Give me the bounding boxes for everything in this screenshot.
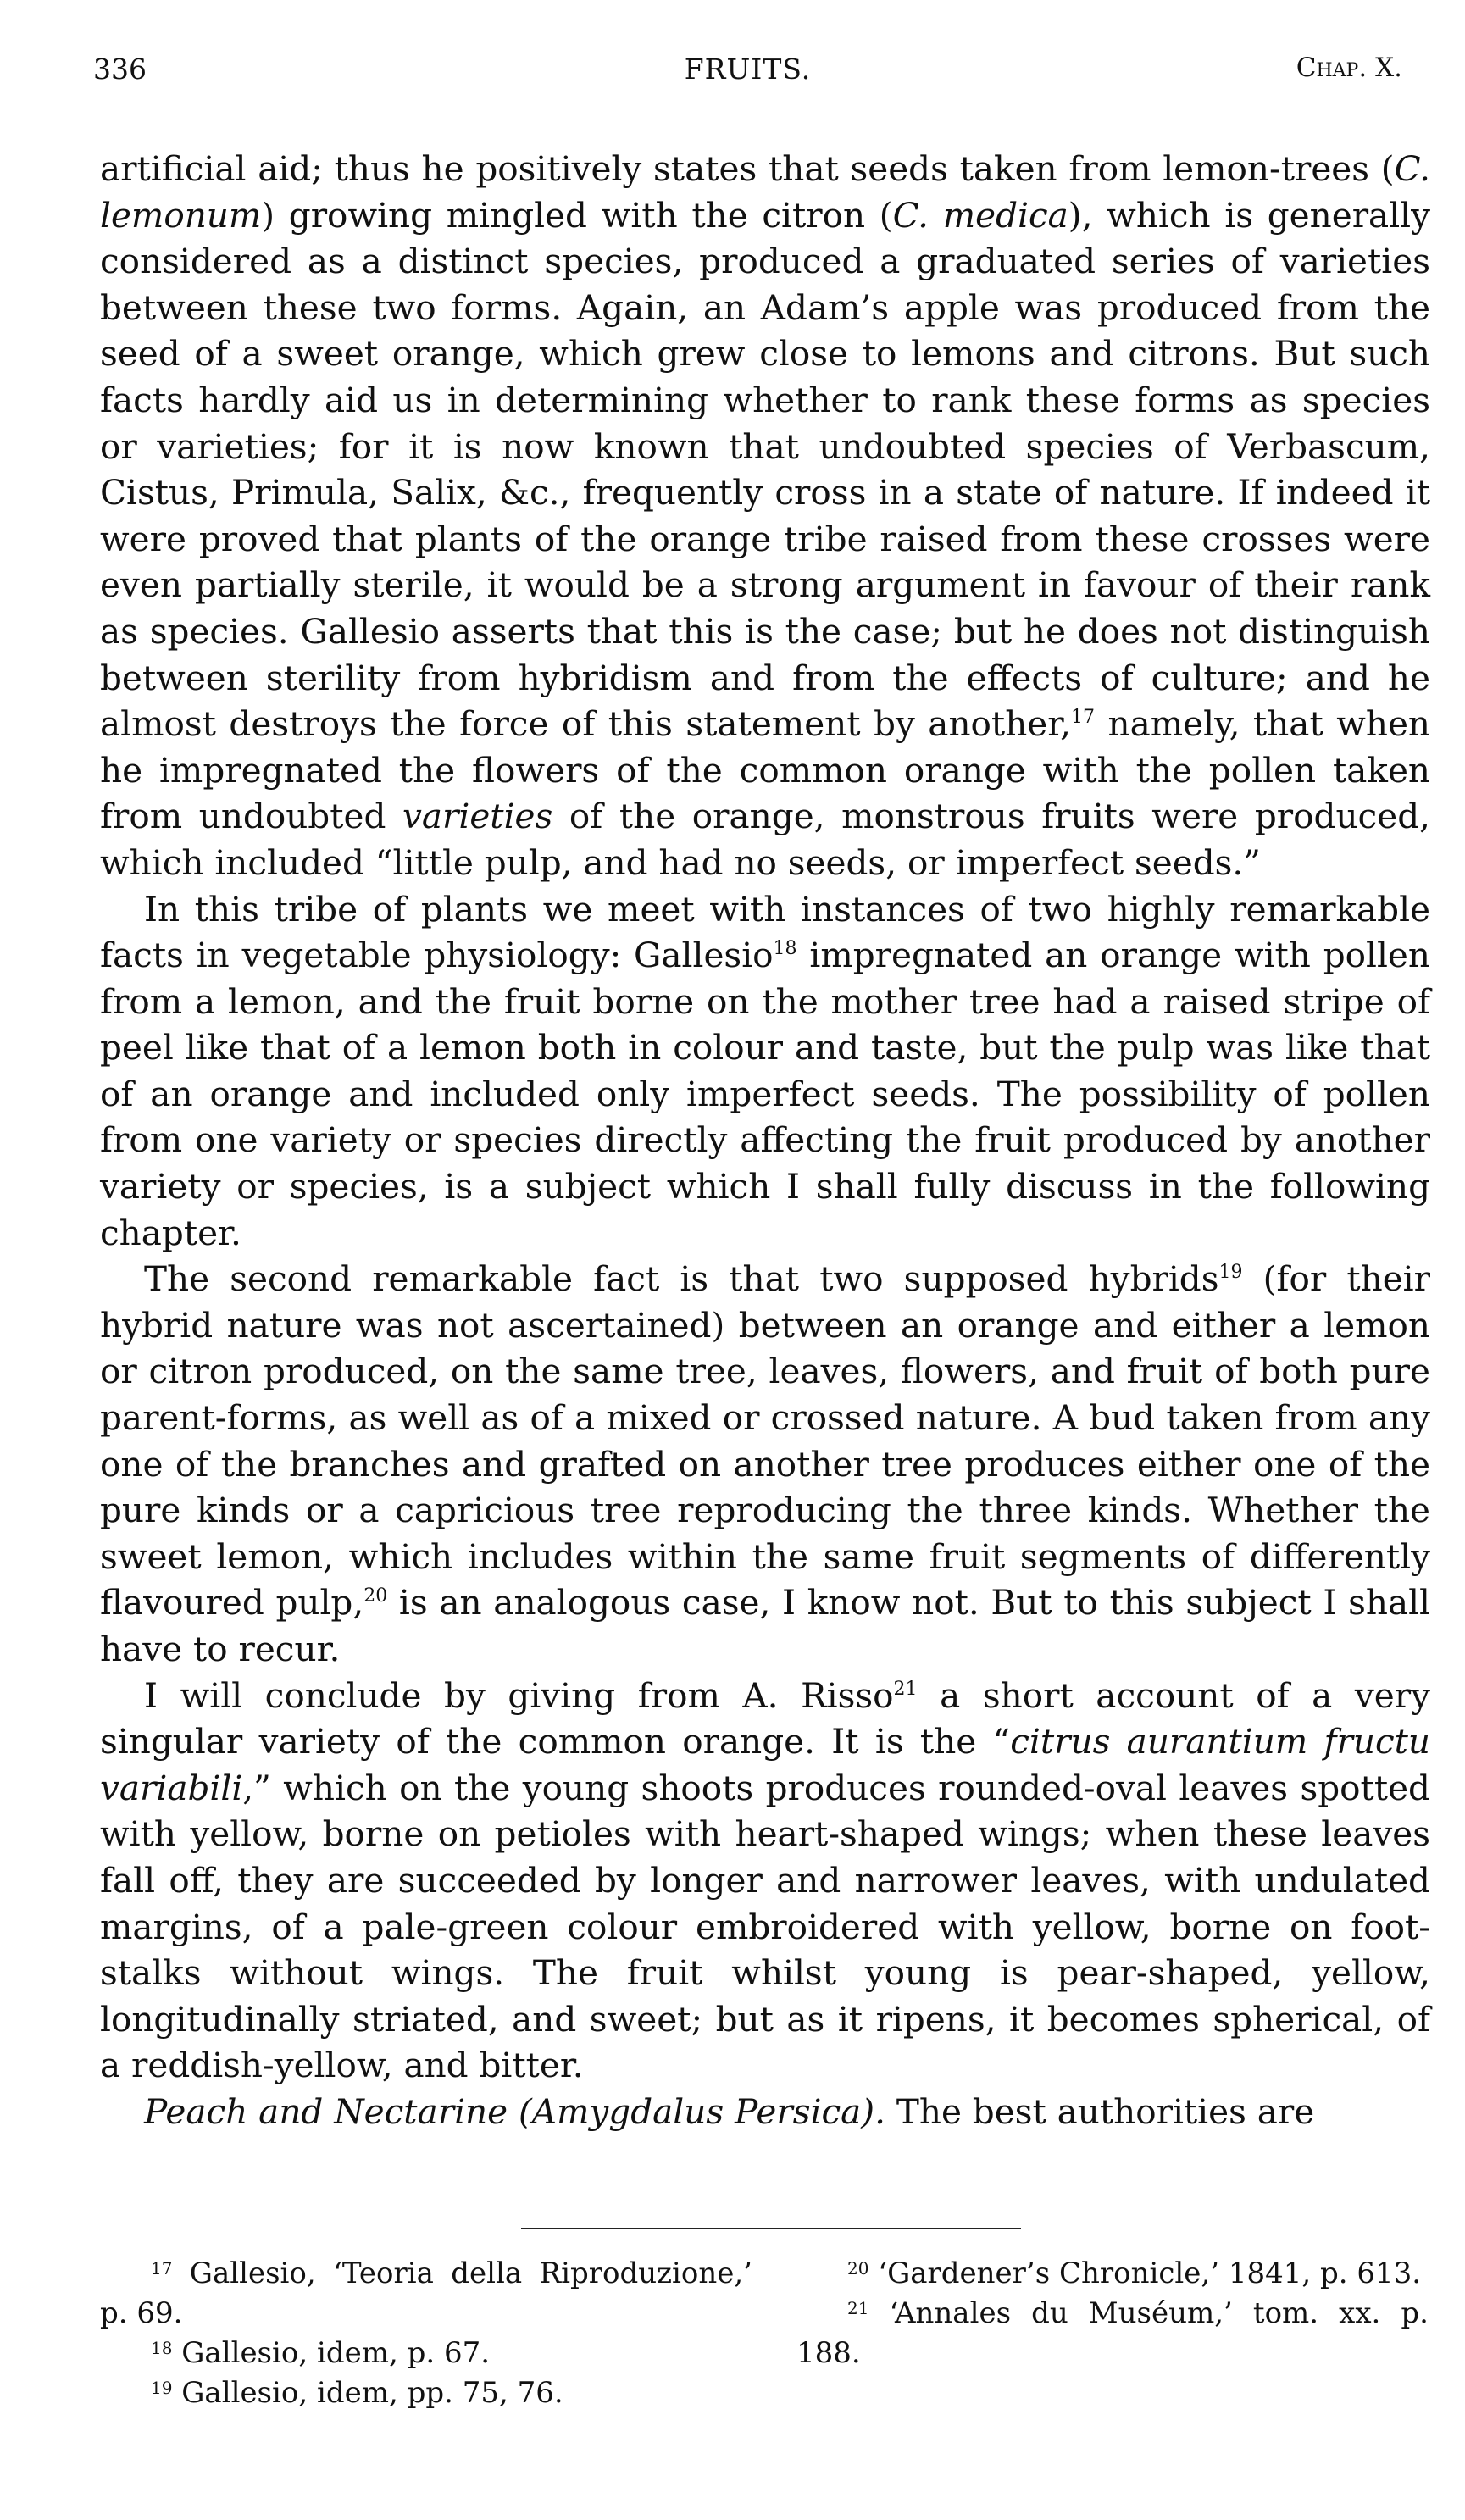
footnote-21	[796, 2294, 1429, 2373]
text-run: In this tribe of plants we meet with instances of two highly remarkable facts in vegetable physiology: Gallesio	[100, 888, 1430, 976]
paragraph-2	[100, 886, 1430, 1257]
footnote-text: ‘Gardener’s Chronicle,’ 1841, p. 613.	[868, 2256, 1422, 2290]
footnote-text: ‘Annales du Muséum,’ tom. xx. p. 188.	[796, 2296, 1429, 2370]
text-run: a short account of a very singular variety of the common orange. It is the “	[100, 1674, 1430, 1762]
italic-run: C. lemonum	[100, 148, 1430, 236]
footnote-divider	[521, 2228, 1021, 2229]
footnote-ref-19: 19	[1218, 1262, 1243, 1284]
running-title: FRUITS.	[684, 53, 812, 86]
text-run: artificial aid; thus he positively states that seeds taken from lemon-trees (	[100, 148, 1395, 189]
text-run: of the orange, monstrous fruits were produced, which included “little pulp, and had no seeds, or imperfect seeds.”	[100, 796, 1430, 883]
text-run: ,” which on the young shoots produces rounded-oval leaves spotted with yellow, borne on petioles with heart-shaped wings; when these leaves fall off, they are succeeded by longer and narrower leaves, with undulated margins, of a pale-green colour embroidered with yellow, borne on foot-stalks without wings. The fruit whilst young is pear-shaped, yellow, longitudinally striated, and sweet; but as it ripens, it becomes spherical, of a reddish-yellow, and bitter.	[100, 1767, 1430, 2086]
footnote-number: 19	[151, 2378, 173, 2398]
footnote-20	[796, 2254, 1429, 2294]
chapter-label: Chap. X.	[1296, 53, 1402, 83]
text-run: is an analogous case, I know not. But to this subject I shall have to recur.	[100, 1582, 1430, 1669]
footnote-18	[100, 2334, 752, 2373]
text-run: ) growing mingled with the citron (	[261, 194, 893, 236]
paragraph-5	[100, 2089, 1430, 2135]
text-run: The second remarkable fact is that two supposed hybrids	[144, 1258, 1219, 1300]
italic-run: citrus aurantium fructu variabili	[100, 1721, 1430, 1808]
footnote-number: 18	[151, 2338, 173, 2358]
footnote-text: Gallesio, idem, pp. 75, 76.	[172, 2376, 563, 2410]
text-run: I will conclude by giving from A. Risso	[144, 1674, 894, 1716]
footnote-number: 20	[847, 2258, 869, 2279]
page-number: 336	[93, 53, 147, 86]
text-run: ), which is generally considered as a distinct species, produced a graduated series of varieties between these two forms. Again, an Adam’s apple was produced from the seed of a sweet orange, which grew close to lemons and citrons. But such facts hardly aid us in determining whether to rank these forms as species or varieties; for it is now known that undoubted species of Verbascum, Cistus, Primula, Salix, &c., frequently cross in a state of nature. If indeed it were proved that plants of the orange tribe raised from these crosses were even partially sterile, it would be a strong argument in favour of their rank as species. Gallesio asserts that this is the case; but he does not distinguish between sterility from hybridism and from the effects of culture; and he almost destroys the force of this statement by another,	[100, 194, 1430, 745]
footnote-number: 17	[151, 2258, 173, 2279]
italic-run: C. medica	[892, 194, 1068, 236]
footnote-ref-20: 20	[363, 1585, 388, 1607]
text-run: The best authorities are	[885, 2090, 1315, 2132]
footnote-19	[100, 2373, 752, 2413]
footnote-17	[100, 2254, 752, 2334]
text-run: impregnated an orange with pollen from a lemon, and the fruit borne on the mother tree had a raised stripe of peel like that of a lemon both in colour and taste, but the pulp was like that of an orange and included only imperfect seeds. The possibility of pollen from one variety or species directly affecting the fruit produced by another variety or species, is a subject which I shall fully discuss in the following chapter.	[100, 935, 1430, 1253]
footnote-ref-17: 17	[1071, 707, 1096, 729]
footnote-text: Gallesio, idem, p. 67.	[172, 2336, 491, 2370]
paragraph-3	[100, 1256, 1430, 1672]
footnotes-right-column	[796, 2254, 1429, 2373]
text-run: (for their hybrid nature was not ascertained) between an orange and either a lemon or citron produced, on the same tree, leaves, flowers, and fruit of both pure parent-forms, as well as of a mixed or crossed nature. A bud taken from any one of the branches and grafted on another tree produces either one of the pure kinds or a capricious tree reproducing the three kinds. Whether the sweet lemon, which includes within the same fruit segments of differently flavoured pulp,	[100, 1258, 1430, 1624]
text-run: namely, that when he impregnated the flowers of the common orange with the pollen taken from undoubted	[100, 703, 1430, 837]
paragraph-1	[100, 146, 1430, 886]
running-header	[93, 53, 1402, 95]
section-heading-italic: Peach and Nectarine (Amygdalus Persica).	[144, 2090, 885, 2132]
body-text	[100, 146, 1430, 2135]
footnote-number: 21	[847, 2298, 869, 2318]
paragraph-4	[100, 1673, 1430, 2089]
footnote-text: Gallesio, ‘Teoria della Riproduzione,’ p. 69.	[100, 2256, 752, 2330]
footnote-ref-21: 21	[893, 1678, 918, 1700]
footnote-ref-18: 18	[773, 938, 797, 960]
footnotes-left-column	[100, 2254, 752, 2413]
italic-run: varieties	[402, 796, 553, 837]
